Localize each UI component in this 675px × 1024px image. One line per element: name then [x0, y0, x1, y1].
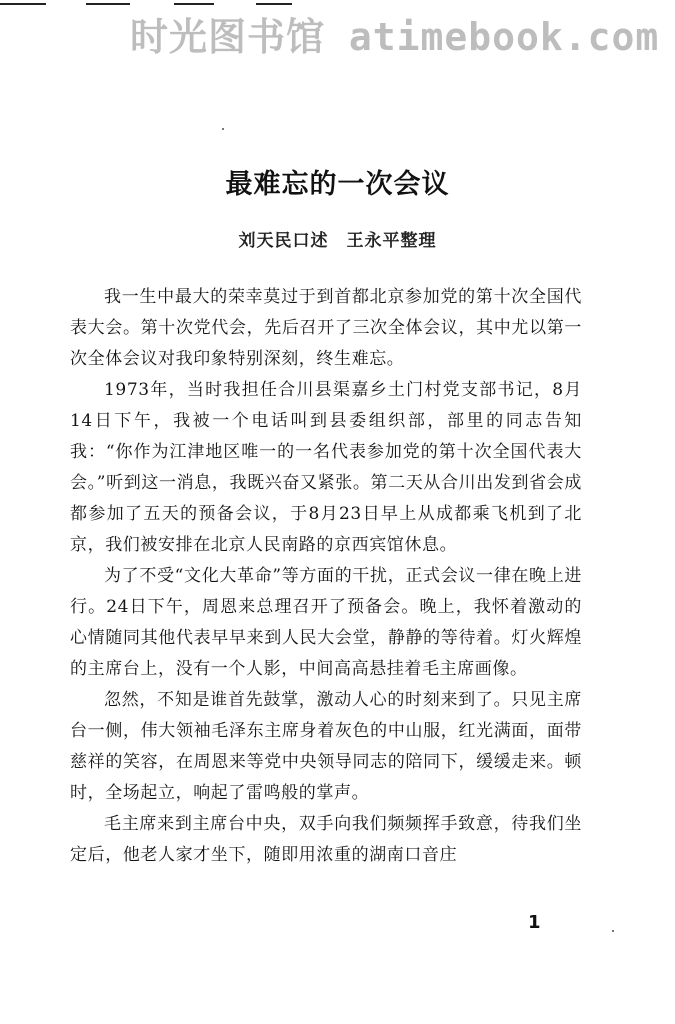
scan-speck	[612, 930, 614, 932]
paragraph-2: 1973年，当时我担任合川县渠嘉乡土门村党支部书记，8月14日下午，我被一个电话叫到县委组织部，部里的同志告知我：“你作为江津地区唯一的一名代表参加党的第十次全国代表大会。”听到这一消息，我既兴奋又紧张。第二天从合川出发到省会成都参加了五天的预备会议，于8月23日早上从成都乘飞机到了北京，我们被安排在北京人民南路的京西宾馆休息。	[70, 380, 582, 555]
article-title: 最难忘的一次会议	[225, 169, 450, 200]
scan-edge-lines	[0, 0, 675, 8]
scan-speck	[222, 128, 224, 130]
paragraph-3: 为了不受“文化大革命”等方面的干扰，正式会议一律在晚上进行。24日下午，周恩来总理召开了预备会。晚上，我怀着激动的心情随同其他代表早早来到人民大会堂，静静的等待着。灯火辉煌的主席台上，没有一个人影，中间高高悬挂着毛主席画像。	[70, 566, 582, 679]
paragraph-1: 我一生中最大的荣幸莫过于到首都北京参加党的第十次全国代表大会。第十次党代会，先后召开了三次全体会议，其中尤以第一次全体会议对我印象特别深刻，终生难忘。	[70, 287, 582, 369]
paragraph-4: 忽然，不知是谁首先鼓掌，激动人心的时刻来到了。只见主席台一侧，伟大领袖毛泽东主席身着灰色的中山服，红光满面，面带慈祥的笑容，在周恩来等党中央领导同志的陪同下，缓缓走来。顿时，全场起立，响起了雷鸣般的掌声。	[70, 690, 582, 803]
page-number: 1	[528, 912, 541, 933]
paragraph-5: 毛主席来到主席台中央，双手向我们频频挥手致意，待我们坐定后，他老人家才坐下，随即用浓重的湖南口音庄	[70, 814, 582, 865]
article-body	[70, 282, 582, 871]
editor-credit: 王永平整理	[346, 231, 437, 251]
watermark: 时光图书馆 atimebook.com	[130, 15, 660, 59]
narrator-credit: 刘天民口述	[238, 231, 329, 251]
byline	[0, 226, 675, 251]
